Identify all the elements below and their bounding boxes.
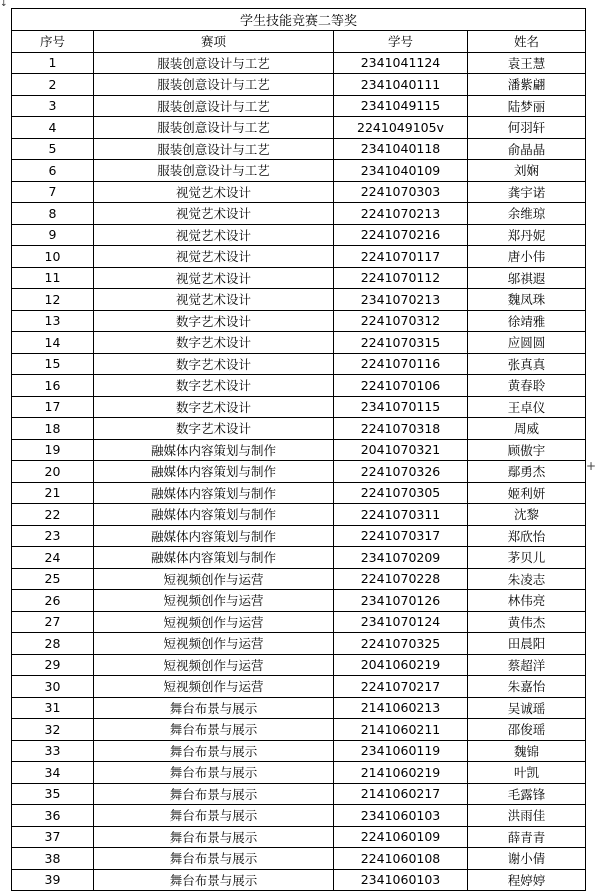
student-name: 余维琼 [468, 203, 586, 225]
row-number: 36 [12, 805, 94, 827]
event-name: 服装创意设计与工艺 [94, 52, 334, 74]
row-number: 32 [12, 719, 94, 741]
student-name: 程婷婷 [468, 869, 586, 891]
student-name: 魏凤珠 [468, 289, 586, 311]
event-name: 视觉艺术设计 [94, 246, 334, 268]
table-row [12, 719, 586, 741]
student-name: 魏锦 [468, 740, 586, 762]
student-name: 叶凯 [468, 762, 586, 784]
row-number: 24 [12, 547, 94, 569]
student-name: 龚宇诺 [468, 181, 586, 203]
event-name: 舞台布景与展示 [94, 848, 334, 870]
event-name: 舞台布景与展示 [94, 762, 334, 784]
student-id: 2241070326 [334, 461, 468, 483]
row-number: 31 [12, 697, 94, 719]
row-number: 22 [12, 504, 94, 526]
event-name: 视觉艺术设计 [94, 181, 334, 203]
student-name: 黄春聆 [468, 375, 586, 397]
row-number: 28 [12, 633, 94, 655]
student-id: 2241070117 [334, 246, 468, 268]
table-row [12, 654, 586, 676]
student-id: 2241070112 [334, 267, 468, 289]
table-row [12, 461, 586, 483]
event-name: 视觉艺术设计 [94, 224, 334, 246]
table-row [12, 611, 586, 633]
table-row [12, 482, 586, 504]
student-id: 2241070325 [334, 633, 468, 655]
event-name: 融媒体内容策划与制作 [94, 547, 334, 569]
student-id: 2141060217 [334, 783, 468, 805]
table-row [12, 74, 586, 96]
add-row-icon[interactable]: + [586, 459, 596, 473]
event-name: 融媒体内容策划与制作 [94, 482, 334, 504]
event-name: 融媒体内容策划与制作 [94, 439, 334, 461]
student-name: 唐小伟 [468, 246, 586, 268]
row-number: 7 [12, 181, 94, 203]
student-name: 谢小倩 [468, 848, 586, 870]
row-number: 8 [12, 203, 94, 225]
table-row [12, 783, 586, 805]
row-number: 14 [12, 332, 94, 354]
student-id: 2341070209 [334, 547, 468, 569]
student-id: 2241070303 [334, 181, 468, 203]
student-id: 2041070321 [334, 439, 468, 461]
student-id: 2241070318 [334, 418, 468, 440]
row-number: 37 [12, 826, 94, 848]
table-anchor-icon[interactable]: ↓ [0, 0, 8, 9]
event-name: 数字艺术设计 [94, 396, 334, 418]
event-name: 舞台布景与展示 [94, 719, 334, 741]
student-id: 2041060219 [334, 654, 468, 676]
table-row [12, 568, 586, 590]
student-id: 2341070124 [334, 611, 468, 633]
event-name: 舞台布景与展示 [94, 783, 334, 805]
student-id: 2341049115 [334, 95, 468, 117]
header-row [12, 31, 586, 53]
row-number: 15 [12, 353, 94, 375]
row-number: 21 [12, 482, 94, 504]
row-number: 35 [12, 783, 94, 805]
student-id: 2341060119 [334, 740, 468, 762]
row-number: 38 [12, 848, 94, 870]
student-id: 2141060213 [334, 697, 468, 719]
student-name: 俞晶晶 [468, 138, 586, 160]
student-name: 顾傲宇 [468, 439, 586, 461]
row-number: 33 [12, 740, 94, 762]
table-row [12, 95, 586, 117]
row-number: 5 [12, 138, 94, 160]
row-number: 19 [12, 439, 94, 461]
event-name: 舞台布景与展示 [94, 805, 334, 827]
student-name: 鄢勇杰 [468, 461, 586, 483]
student-id: 2341040109 [334, 160, 468, 182]
row-number: 17 [12, 396, 94, 418]
event-name: 短视频创作与运营 [94, 590, 334, 612]
table-row [12, 504, 586, 526]
student-name: 茅贝儿 [468, 547, 586, 569]
row-number: 26 [12, 590, 94, 612]
student-name: 王卓仪 [468, 396, 586, 418]
student-id: 2241070305 [334, 482, 468, 504]
header-student-id: 学号 [334, 31, 468, 53]
student-name: 邵俊瑶 [468, 719, 586, 741]
event-name: 融媒体内容策划与制作 [94, 504, 334, 526]
row-number: 18 [12, 418, 94, 440]
student-id: 2341041124 [334, 52, 468, 74]
event-name: 数字艺术设计 [94, 353, 334, 375]
row-number: 1 [12, 52, 94, 74]
student-id: 2241049105v [334, 117, 468, 139]
event-name: 数字艺术设计 [94, 418, 334, 440]
event-name: 舞台布景与展示 [94, 826, 334, 848]
student-id: 2141060219 [334, 762, 468, 784]
event-name: 短视频创作与运营 [94, 633, 334, 655]
student-name: 潘紫翩 [468, 74, 586, 96]
student-id: 2241060109 [334, 826, 468, 848]
student-id: 2241070315 [334, 332, 468, 354]
row-number: 23 [12, 525, 94, 547]
event-name: 融媒体内容策划与制作 [94, 461, 334, 483]
student-id: 2241070228 [334, 568, 468, 590]
row-number: 4 [12, 117, 94, 139]
table-row [12, 138, 586, 160]
table-row [12, 117, 586, 139]
table-row [12, 267, 586, 289]
student-id: 2341040111 [334, 74, 468, 96]
student-id: 2241070312 [334, 310, 468, 332]
student-name: 陆梦丽 [468, 95, 586, 117]
table-row [12, 418, 586, 440]
event-name: 短视频创作与运营 [94, 568, 334, 590]
event-name: 数字艺术设计 [94, 375, 334, 397]
event-name: 舞台布景与展示 [94, 740, 334, 762]
header-number: 序号 [12, 31, 94, 53]
table-row [12, 332, 586, 354]
table-row [12, 697, 586, 719]
table-row [12, 396, 586, 418]
student-id: 2241070216 [334, 224, 468, 246]
row-number: 9 [12, 224, 94, 246]
event-name: 融媒体内容策划与制作 [94, 525, 334, 547]
event-name: 舞台布景与展示 [94, 697, 334, 719]
table-row [12, 590, 586, 612]
student-id: 2241070116 [334, 353, 468, 375]
table-row [12, 181, 586, 203]
award-table [11, 8, 586, 891]
table-row [12, 826, 586, 848]
header-event: 赛项 [94, 31, 334, 53]
table-row [12, 762, 586, 784]
table-row [12, 869, 586, 891]
table-title: 学生技能竞赛二等奖 [12, 9, 586, 31]
student-name: 刘娴 [468, 160, 586, 182]
student-name: 蔡超洋 [468, 654, 586, 676]
row-number: 16 [12, 375, 94, 397]
event-name: 数字艺术设计 [94, 332, 334, 354]
table-row [12, 740, 586, 762]
student-name: 林伟亮 [468, 590, 586, 612]
event-name: 服装创意设计与工艺 [94, 138, 334, 160]
event-name: 短视频创作与运营 [94, 676, 334, 698]
student-id: 2141060211 [334, 719, 468, 741]
row-number: 13 [12, 310, 94, 332]
row-number: 30 [12, 676, 94, 698]
row-number: 10 [12, 246, 94, 268]
student-name: 田晨阳 [468, 633, 586, 655]
table-row [12, 375, 586, 397]
student-name: 徐靖雅 [468, 310, 586, 332]
student-id: 2341070126 [334, 590, 468, 612]
student-name: 姬利妍 [468, 482, 586, 504]
row-number: 27 [12, 611, 94, 633]
student-id: 2341060103 [334, 869, 468, 891]
table-row [12, 525, 586, 547]
event-name: 视觉艺术设计 [94, 267, 334, 289]
title-row [12, 9, 586, 31]
table-row [12, 310, 586, 332]
row-number: 11 [12, 267, 94, 289]
student-name: 郑丹妮 [468, 224, 586, 246]
event-name: 短视频创作与运营 [94, 654, 334, 676]
event-name: 服装创意设计与工艺 [94, 74, 334, 96]
student-name: 张真真 [468, 353, 586, 375]
table-row [12, 246, 586, 268]
student-id: 2341070213 [334, 289, 468, 311]
table-row [12, 160, 586, 182]
row-number: 12 [12, 289, 94, 311]
row-number: 39 [12, 869, 94, 891]
table-row [12, 52, 586, 74]
student-name: 周威 [468, 418, 586, 440]
table-row [12, 289, 586, 311]
table-row [12, 224, 586, 246]
student-name: 朱凌志 [468, 568, 586, 590]
row-number: 6 [12, 160, 94, 182]
student-id: 2341060103 [334, 805, 468, 827]
event-name: 视觉艺术设计 [94, 289, 334, 311]
row-number: 29 [12, 654, 94, 676]
event-name: 服装创意设计与工艺 [94, 117, 334, 139]
table-row [12, 848, 586, 870]
student-name: 黄伟杰 [468, 611, 586, 633]
student-id: 2241070317 [334, 525, 468, 547]
table-row [12, 203, 586, 225]
table-row [12, 633, 586, 655]
student-name: 邬祺遐 [468, 267, 586, 289]
student-name: 袁王慧 [468, 52, 586, 74]
row-number: 25 [12, 568, 94, 590]
table-row [12, 547, 586, 569]
student-name: 薛青青 [468, 826, 586, 848]
student-id: 2341070115 [334, 396, 468, 418]
table-row [12, 805, 586, 827]
student-id: 2241070106 [334, 375, 468, 397]
event-name: 舞台布景与展示 [94, 869, 334, 891]
student-name: 朱嘉怡 [468, 676, 586, 698]
event-name: 服装创意设计与工艺 [94, 95, 334, 117]
event-name: 数字艺术设计 [94, 310, 334, 332]
student-name: 何羽轩 [468, 117, 586, 139]
student-name: 吴诚瑶 [468, 697, 586, 719]
student-id: 2241070213 [334, 203, 468, 225]
student-id: 2341040118 [334, 138, 468, 160]
student-id: 2241070217 [334, 676, 468, 698]
event-name: 短视频创作与运营 [94, 611, 334, 633]
row-number: 34 [12, 762, 94, 784]
student-name: 郑欣怡 [468, 525, 586, 547]
row-number: 3 [12, 95, 94, 117]
row-number: 2 [12, 74, 94, 96]
student-name: 洪雨佳 [468, 805, 586, 827]
header-name: 姓名 [468, 31, 586, 53]
table-row [12, 439, 586, 461]
student-id: 2241070311 [334, 504, 468, 526]
table-row [12, 353, 586, 375]
student-name: 沈黎 [468, 504, 586, 526]
table-body [12, 52, 586, 891]
student-name: 毛露锋 [468, 783, 586, 805]
student-name: 应圆圆 [468, 332, 586, 354]
event-name: 视觉艺术设计 [94, 203, 334, 225]
table-row [12, 676, 586, 698]
event-name: 服装创意设计与工艺 [94, 160, 334, 182]
row-number: 20 [12, 461, 94, 483]
student-id: 2241060108 [334, 848, 468, 870]
